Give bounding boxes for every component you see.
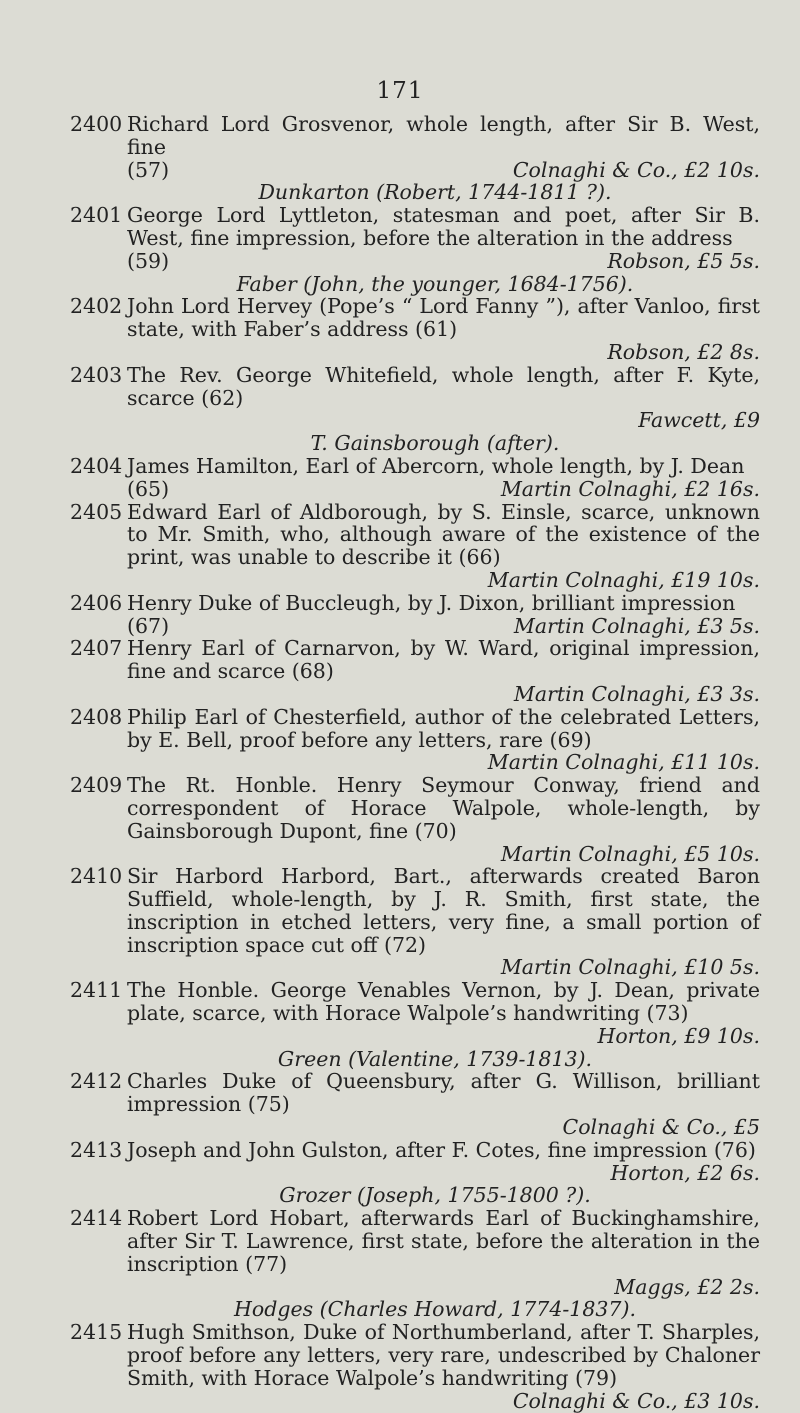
sale-line [127, 615, 760, 638]
section-heading: T. Gainsborough (after). [310, 431, 560, 456]
catalogue-entry [70, 501, 760, 592]
buyer-price: Colnaghi & Co., £5 [562, 1115, 760, 1140]
buyer-price: Maggs, £2 2s. [614, 1274, 760, 1299]
catalogue-entry [70, 774, 760, 865]
buyer-price: Fawcett, £9 [638, 408, 760, 433]
catalogue-entry [70, 295, 760, 363]
catalogue-entry [70, 637, 760, 705]
entries-list [70, 113, 760, 1412]
lot-number: 2404 [70, 453, 123, 478]
buyer-price: Martin Colnaghi, £5 10s. [500, 841, 760, 866]
lot-number: 2401 [70, 203, 123, 228]
catalogue-ref: (57) [127, 157, 170, 182]
buyer-price: Martin Colnaghi, £10 5s. [500, 955, 760, 980]
catalogue-entry [70, 706, 760, 774]
lot-number: 2409 [70, 773, 123, 798]
catalogue-ref: (59) [127, 248, 170, 273]
lot-description: The Rt. Honble. Henry Seymour Conway, friend and correspondent of Horace Walpole, whole-length, by Gainsborough Dupont, fine (70) [127, 773, 760, 843]
lot-number: 2413 [70, 1137, 123, 1162]
buyer-price: Martin Colnaghi, £2 16s. [500, 476, 760, 501]
section-heading: Green (Valentine, 1739-1813). [277, 1046, 593, 1071]
lot-number: 2408 [70, 704, 123, 729]
page-number: 171 [376, 78, 424, 104]
buyer-price: Horton, £9 10s. [597, 1023, 760, 1048]
lot-description: James Hamilton, Earl of Abercorn, whole length, by J. Dean [127, 453, 745, 478]
catalogue-entry [70, 455, 760, 501]
lot-number: 2400 [70, 112, 123, 136]
section-heading: Faber (John, the younger, 1684-1756). [236, 271, 634, 296]
lot-description: Richard Lord Grosvenor, whole length, after Sir B. West, fine [127, 112, 760, 159]
buyer-price: Martin Colnaghi, £3 5s. [513, 613, 760, 638]
lot-description: Henry Duke of Buccleugh, by J. Dixon, brilliant impression [127, 590, 736, 615]
lot-number: 2405 [70, 499, 123, 524]
lot-number: 2402 [70, 294, 123, 319]
catalogue-entry [70, 865, 760, 979]
lot-description: Joseph and John Gulston, after F. Cotes, fine impression (76) [127, 1137, 756, 1162]
buyer-price: Colnaghi & Co., £3 10s. [512, 1388, 760, 1413]
catalogue-entry [70, 364, 760, 432]
buyer-price: Martin Colnaghi, £19 10s. [487, 567, 760, 592]
sale-line [127, 478, 760, 501]
section-heading: Grozer (Joseph, 1755-1800 ?). [279, 1183, 591, 1208]
buyer-price: Robson, £5 5s. [607, 248, 760, 273]
catalogue-entry [70, 1139, 760, 1185]
lot-number: 2407 [70, 636, 123, 661]
catalogue-entry [70, 113, 760, 181]
catalogue-ref: (65) [127, 476, 170, 501]
lot-number: 2412 [70, 1069, 123, 1094]
buyer-price: Horton, £2 6s. [610, 1160, 760, 1185]
lot-description: Edward Earl of Aldborough, by S. Einsle, scarce, unknown to Mr. Smith, who, although aware of the existence of the print, was unable to describe it (66) [127, 499, 760, 570]
lot-description: The Honble. George Venables Vernon, by J. Dean, private plate, scarce, with Horace Walpole’s handwriting (73) [127, 978, 760, 1026]
sale-line [127, 250, 760, 273]
lot-number: 2414 [70, 1206, 123, 1231]
sale-line [127, 159, 760, 182]
buyer-price: Martin Colnaghi, £11 10s. [487, 750, 760, 775]
section-heading: Hodges (Charles Howard, 1774-1837). [234, 1297, 636, 1322]
lot-description: Charles Duke of Queensbury, after G. Willison, brilliant impression (75) [127, 1069, 760, 1117]
lot-description: Henry Earl of Carnarvon, by W. Ward, original impression, fine and scarce (68) [127, 636, 760, 684]
catalogue-entry [70, 204, 760, 272]
lot-number: 2406 [70, 590, 123, 615]
lot-number: 2403 [70, 362, 123, 387]
lot-description: The Rev. George Whitefield, whole length, after F. Kyte, scarce (62) [127, 362, 760, 410]
lot-number: 2415 [70, 1320, 123, 1345]
lot-number: 2411 [70, 978, 123, 1003]
buyer-price: Martin Colnaghi, £3 3s. [513, 681, 760, 706]
lot-number: 2410 [70, 864, 123, 889]
buyer-price: Colnaghi & Co., £2 10s. [512, 157, 760, 182]
catalogue-entry [70, 1070, 760, 1138]
lot-description: Robert Lord Hobart, afterwards Earl of Buckinghamshire, after Sir T. Lawrence, first state, before the alteration in the inscription (77) [127, 1206, 760, 1276]
lot-description: Philip Earl of Chesterfield, author of the celebrated Letters, by E. Bell, proof before any letters, rare (69) [127, 704, 760, 752]
catalogue-ref: (67) [127, 613, 170, 638]
buyer-price: Robson, £2 8s. [607, 339, 760, 364]
section-heading: Dunkarton (Robert, 1744-1811 ?). [258, 180, 612, 205]
catalogue-entry [70, 1321, 760, 1412]
catalogue-entry [70, 979, 760, 1047]
lot-description: Hugh Smithson, Duke of Northumberland, after T. Sharples, proof before any letters, very rare, undescribed by Chaloner Smith, with Horace Walpole’s handwriting (79) [127, 1320, 760, 1390]
catalogue-entry [70, 1207, 760, 1298]
lot-description: George Lord Lyttleton, statesman and poet, after Sir B. West, fine impression, before the alteration in the address [127, 203, 760, 250]
lot-description: John Lord Hervey (Pope’s “ Lord Fanny ”), after Vanloo, first state, with Faber’s address (61) [127, 294, 760, 342]
catalogue-entry [70, 592, 760, 638]
lot-description: Sir Harbord Harbord, Bart., afterwards created Baron Suffield, whole-length, by J. R. Smith, first state, the inscription in etched letters, very fine, a small portion of inscription space cut off (72) [127, 864, 760, 957]
